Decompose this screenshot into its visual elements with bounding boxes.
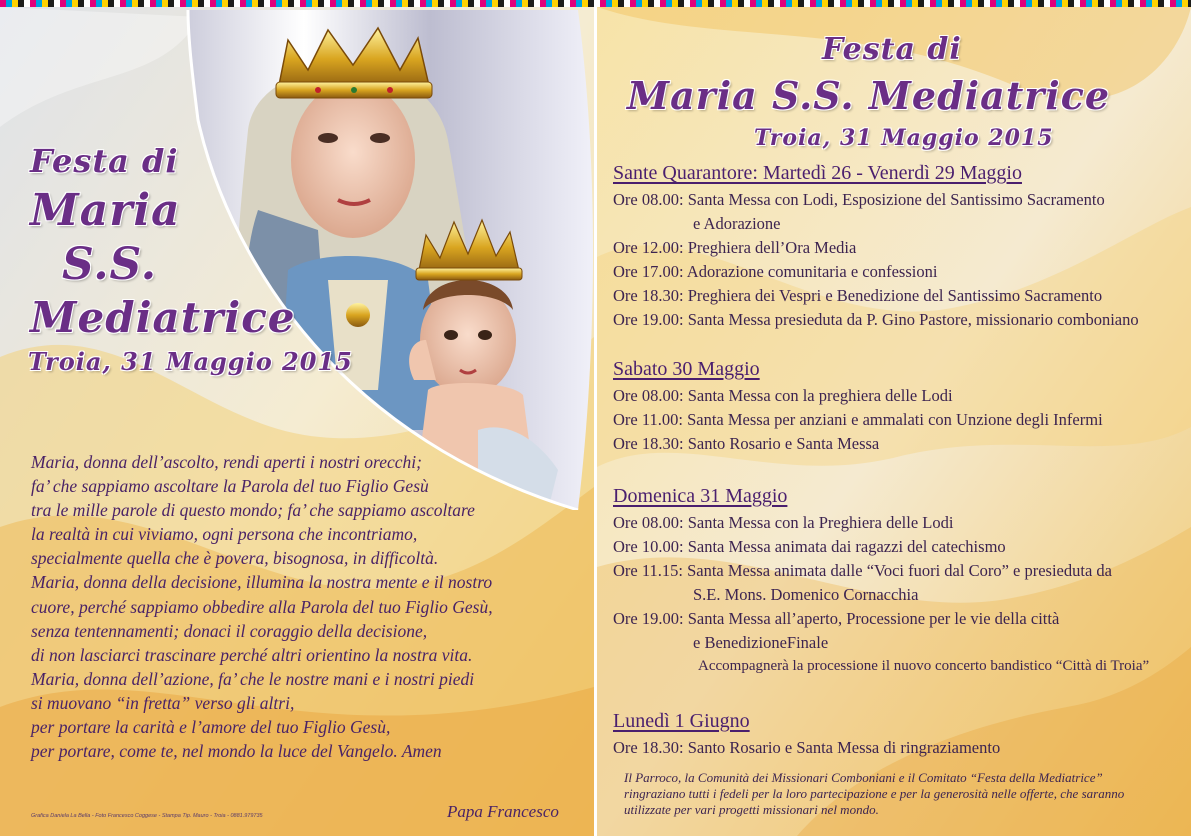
schedule-continuation: S.E. Mons. Domenico Cornacchia [693, 585, 919, 604]
schedule-row [613, 238, 856, 258]
procession-note: Accompagnerà la processione il nuovo concerto bandistico “Città di Troia” [698, 658, 1150, 674]
schedule-text: Santa Messa all’aperto, Processione per le vie della città [687, 609, 1060, 628]
prayer-line: di non lasciarci trascinare perché altri orientino la nostra vita. [31, 644, 473, 665]
schedule-text: Santa Messa per anziani e ammalati con Unzione degli Infermi [687, 410, 1103, 429]
left-subtitle: Troia, 31 Maggio 2015 [28, 347, 353, 376]
schedule-row [613, 310, 1139, 330]
left-panel [0, 7, 594, 836]
schedule-time: Ore 17.00: [613, 262, 684, 281]
left-title-line1: Festa di [30, 142, 179, 180]
prayer-line: Maria, donna dell’ascolto, rendi aperti i nostri orecchi; [31, 452, 422, 472]
schedule-row [613, 262, 937, 282]
section-heading-lunedi: Lunedì 1 Giugno [613, 710, 750, 732]
section-heading-quarantore: Sante Quarantore: Martedì 26 - Venerdì 29 Maggio [613, 162, 1022, 184]
madonna-statue-photo [178, 10, 594, 510]
prayer-line: senza tentennamenti; donaci il coraggio della decisione, [31, 620, 428, 641]
schedule-time: Ore 18.30: [613, 286, 684, 305]
prayer-line: la realtà in cui viviamo, ogni persona che incontriamo, [31, 524, 418, 545]
schedule-text: Santo Rosario e Santa Messa di ringraziamento [687, 738, 1001, 757]
schedule-text: Santa Messa animata dalle “Voci fuori dal Coro” e presieduta da [687, 561, 1112, 580]
prayer-text [31, 450, 576, 763]
schedule-row [613, 738, 1000, 758]
right-title-line1: Festa di [822, 32, 962, 67]
prayer-line: cuore, perché sappiamo obbedire alla Parola del tuo Figlio Gesù, [31, 596, 493, 617]
schedule-text: Santa Messa con Lodi, Esposizione del Santissimo Sacramento [687, 190, 1105, 209]
schedule-time: Ore 08.00: [613, 190, 684, 209]
schedule-time: Ore 08.00: [613, 386, 684, 405]
schedule-time: Ore 18.30: [613, 738, 684, 757]
prayer-line: per portare, come te, nel mondo la luce del Vangelo. Amen [31, 741, 442, 762]
thanks-note [624, 770, 1164, 818]
schedule-row [613, 190, 1105, 210]
schedule-time: Ore 11.00: [613, 410, 683, 429]
schedule-row [613, 410, 1103, 430]
schedule-row [613, 434, 879, 454]
schedule-row [613, 561, 1112, 581]
section-heading-domenica: Domenica 31 Maggio [613, 485, 788, 507]
left-title-line4: Mediatrice [30, 293, 296, 342]
schedule-text: Santa Messa con la preghiera delle Lodi [687, 386, 953, 405]
schedule-text: Adorazione comunitaria e confessioni [686, 262, 938, 281]
left-title-line3: S.S. [62, 239, 158, 290]
right-panel [597, 7, 1191, 836]
schedule-time: Ore 19.00: [613, 310, 684, 329]
thanks-line: ringraziano tutti i fedeli per la loro partecipazione e per la generosità nelle offerte, che saranno [624, 786, 1125, 801]
schedule-time: Ore 08.00: [613, 513, 684, 532]
schedule-row [613, 537, 1006, 557]
prayer-line: per portare la carità e l’amore del tuo Figlio Gesù, [31, 717, 391, 738]
schedule-text: Santa Messa animata dai ragazzi del catechismo [687, 537, 1006, 556]
schedule-row [613, 286, 1102, 306]
right-subtitle: Troia, 31 Maggio 2015 [754, 125, 1054, 151]
schedule-time: Ore 18.30: [613, 434, 684, 453]
prayer-signature: Papa Francesco [447, 802, 559, 821]
schedule-time: Ore 11.15: [613, 561, 683, 580]
section-heading-sabato: Sabato 30 Maggio [613, 358, 760, 380]
color-bar-strip [0, 0, 1191, 7]
schedule-time: Ore 19.00: [613, 609, 684, 628]
prayer-line: tra le mille parole di questo mondo; fa’ che sappiamo ascoltare [31, 500, 475, 521]
schedule-row [613, 513, 953, 533]
schedule-text: Preghiera dell’Ora Media [687, 238, 857, 257]
thanks-line: utilizzate per vari progetti missionari nel mondo. [624, 802, 879, 817]
prayer-line: Maria, donna dell’azione, fa’ che le nostre mani e i nostri piedi [31, 668, 475, 689]
schedule-text: Santa Messa presieduta da P. Gino Pastore, missionario comboniano [687, 310, 1139, 329]
right-title-line2: Maria S.S. Mediatrice [627, 73, 1111, 118]
left-title-line2: Maria [30, 185, 181, 236]
prayer-line: si muovano “in fretta” verso gli altri, [31, 692, 295, 713]
schedule-row [613, 386, 953, 406]
schedule-text: Santa Messa con la Preghiera delle Lodi [687, 513, 954, 532]
schedule-continuation: e Adorazione [693, 214, 781, 233]
schedule-continuation: e BenedizioneFinale [693, 633, 829, 652]
schedule-time: Ore 10.00: [613, 537, 684, 556]
prayer-line: specialmente quella che è povera, bisognosa, in difficoltà. [31, 548, 439, 569]
schedule-row [613, 609, 1059, 629]
prayer-line: fa’ che sappiamo ascoltare la Parola del tuo Figlio Gesù [31, 476, 429, 497]
schedule-text: Preghiera dei Vespri e Benedizione del Santissimo Sacramento [687, 286, 1103, 305]
prayer-line: Maria, donna della decisione, illumina la nostra mente e il nostro [31, 572, 493, 593]
print-credits: Grafica Daniela La Bella - Foto Francesco Coggese - Stampa Tip. Mauro - Troia - 0881.979735 [31, 813, 263, 819]
schedule-text: Santo Rosario e Santa Messa [687, 434, 880, 453]
thanks-line: Il Parroco, la Comunità dei Missionari Comboniani e il Comitato “Festa della Mediatrice” [624, 770, 1103, 785]
schedule-time: Ore 12.00: [613, 238, 684, 257]
